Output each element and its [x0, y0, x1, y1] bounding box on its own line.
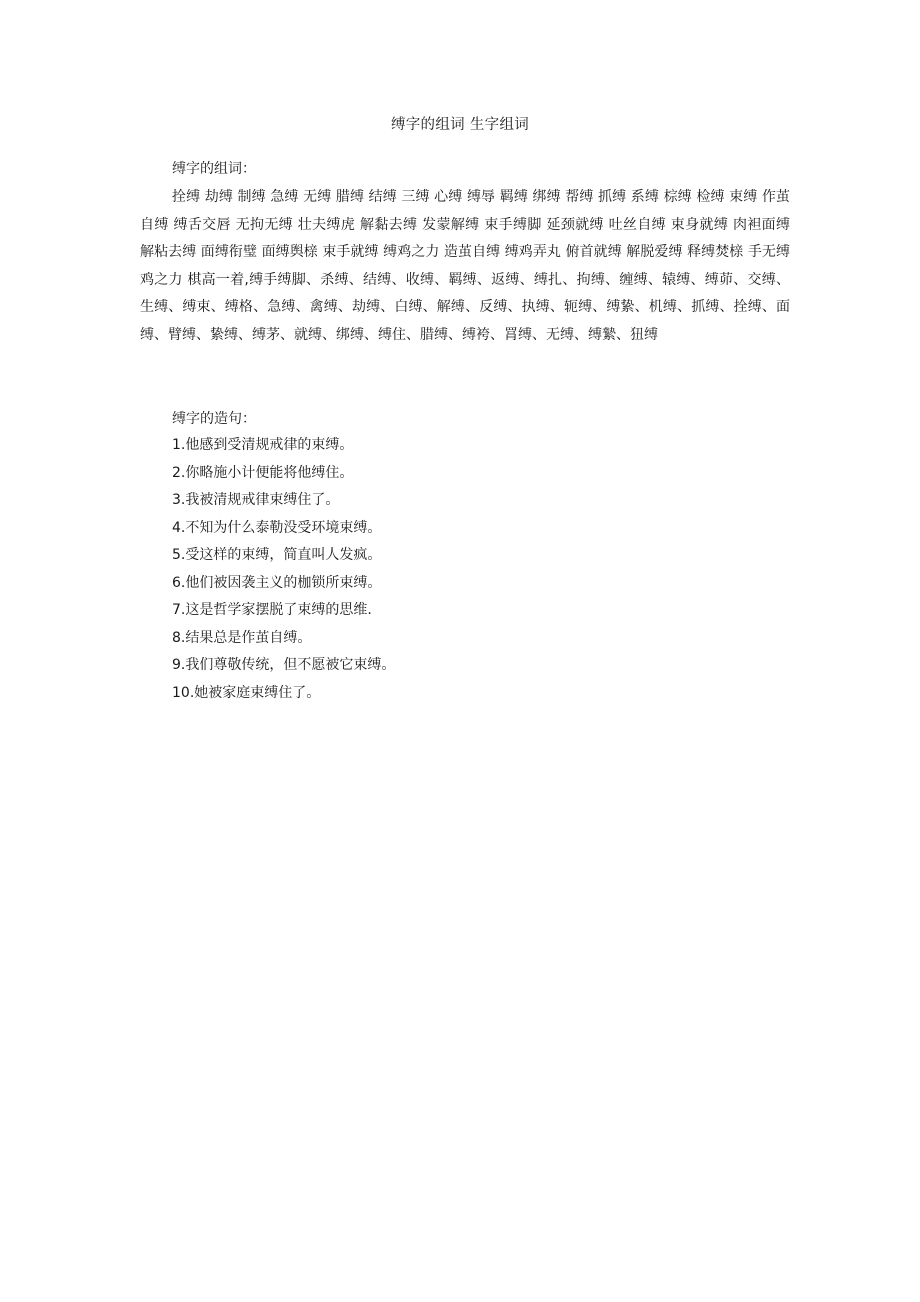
- sentence-item: 10.她被家庭束缚住了。: [172, 684, 321, 701]
- sentences-heading: 缚字的造句：: [172, 411, 256, 427]
- words-heading: 缚字的组词：: [172, 161, 256, 177]
- sentence-item: 9.我们尊敬传统，但不愿被它束缚。: [172, 657, 396, 673]
- sentence-list: [172, 435, 395, 710]
- sentence-item: 2.你略施小计便能将他缚住。: [172, 464, 354, 481]
- sentence-item: 7.这是哲学家摆脱了束缚的思维.: [172, 602, 372, 618]
- sentence-item: 3.我被清规戒律束缚住了。: [172, 492, 340, 508]
- words-paragraph: 拴缚 劫缚 制缚 急缚 无缚 腊缚 结缚 三缚 心缚 缚辱 羁缚 绑缚 帮缚 抓缚 系缚 棕缚 检缚 束缚 作茧自缚 缚舌交唇 无拘无缚 壮夫缚虎 解黏去缚 发蒙解缚 束手缚脚 延颈就缚 吐丝自缚 束身就缚 肉袒面缚 解粘去缚 面缚衔璧 面缚舆榇 束手就缚 缚鸡之力 造茧自缚 缚鸡弄丸 俯首就缚 解脱爱缚 释缚焚榇 手无缚鸡之力 棋高一着,缚手缚脚、杀缚、结缚、收缚、羁缚、返缚、缚扎、拘缚、缠缚、辕缚、缚茆、交缚、生缚、缚束、缚格、急缚、禽缚、劫缚、白缚、解缚、反缚、执缚、轭缚、缚絷、机缚、抓缚、拴缚、面缚、臂缚、絷缚、缚茅、就缚、绑缚、缚住、腊缚、缚袴、罥缚、无缚、缚縶、狃缚: [140, 189, 790, 343]
- sentence-item: 4.不知为什么泰勒没受环境束缚。: [172, 519, 382, 536]
- sentence-item: 1.他感到受清规戒律的束缚。: [172, 437, 354, 453]
- page-title: 缚字的组词 生字组词: [390, 117, 530, 133]
- sentence-item: 8.结果总是作茧自缚。: [172, 629, 312, 646]
- sentence-item: 6.他们被因袭主义的枷锁所束缚。: [172, 574, 382, 591]
- sentence-item: 5.受这样的束缚，简直叫人发疯。: [172, 547, 382, 563]
